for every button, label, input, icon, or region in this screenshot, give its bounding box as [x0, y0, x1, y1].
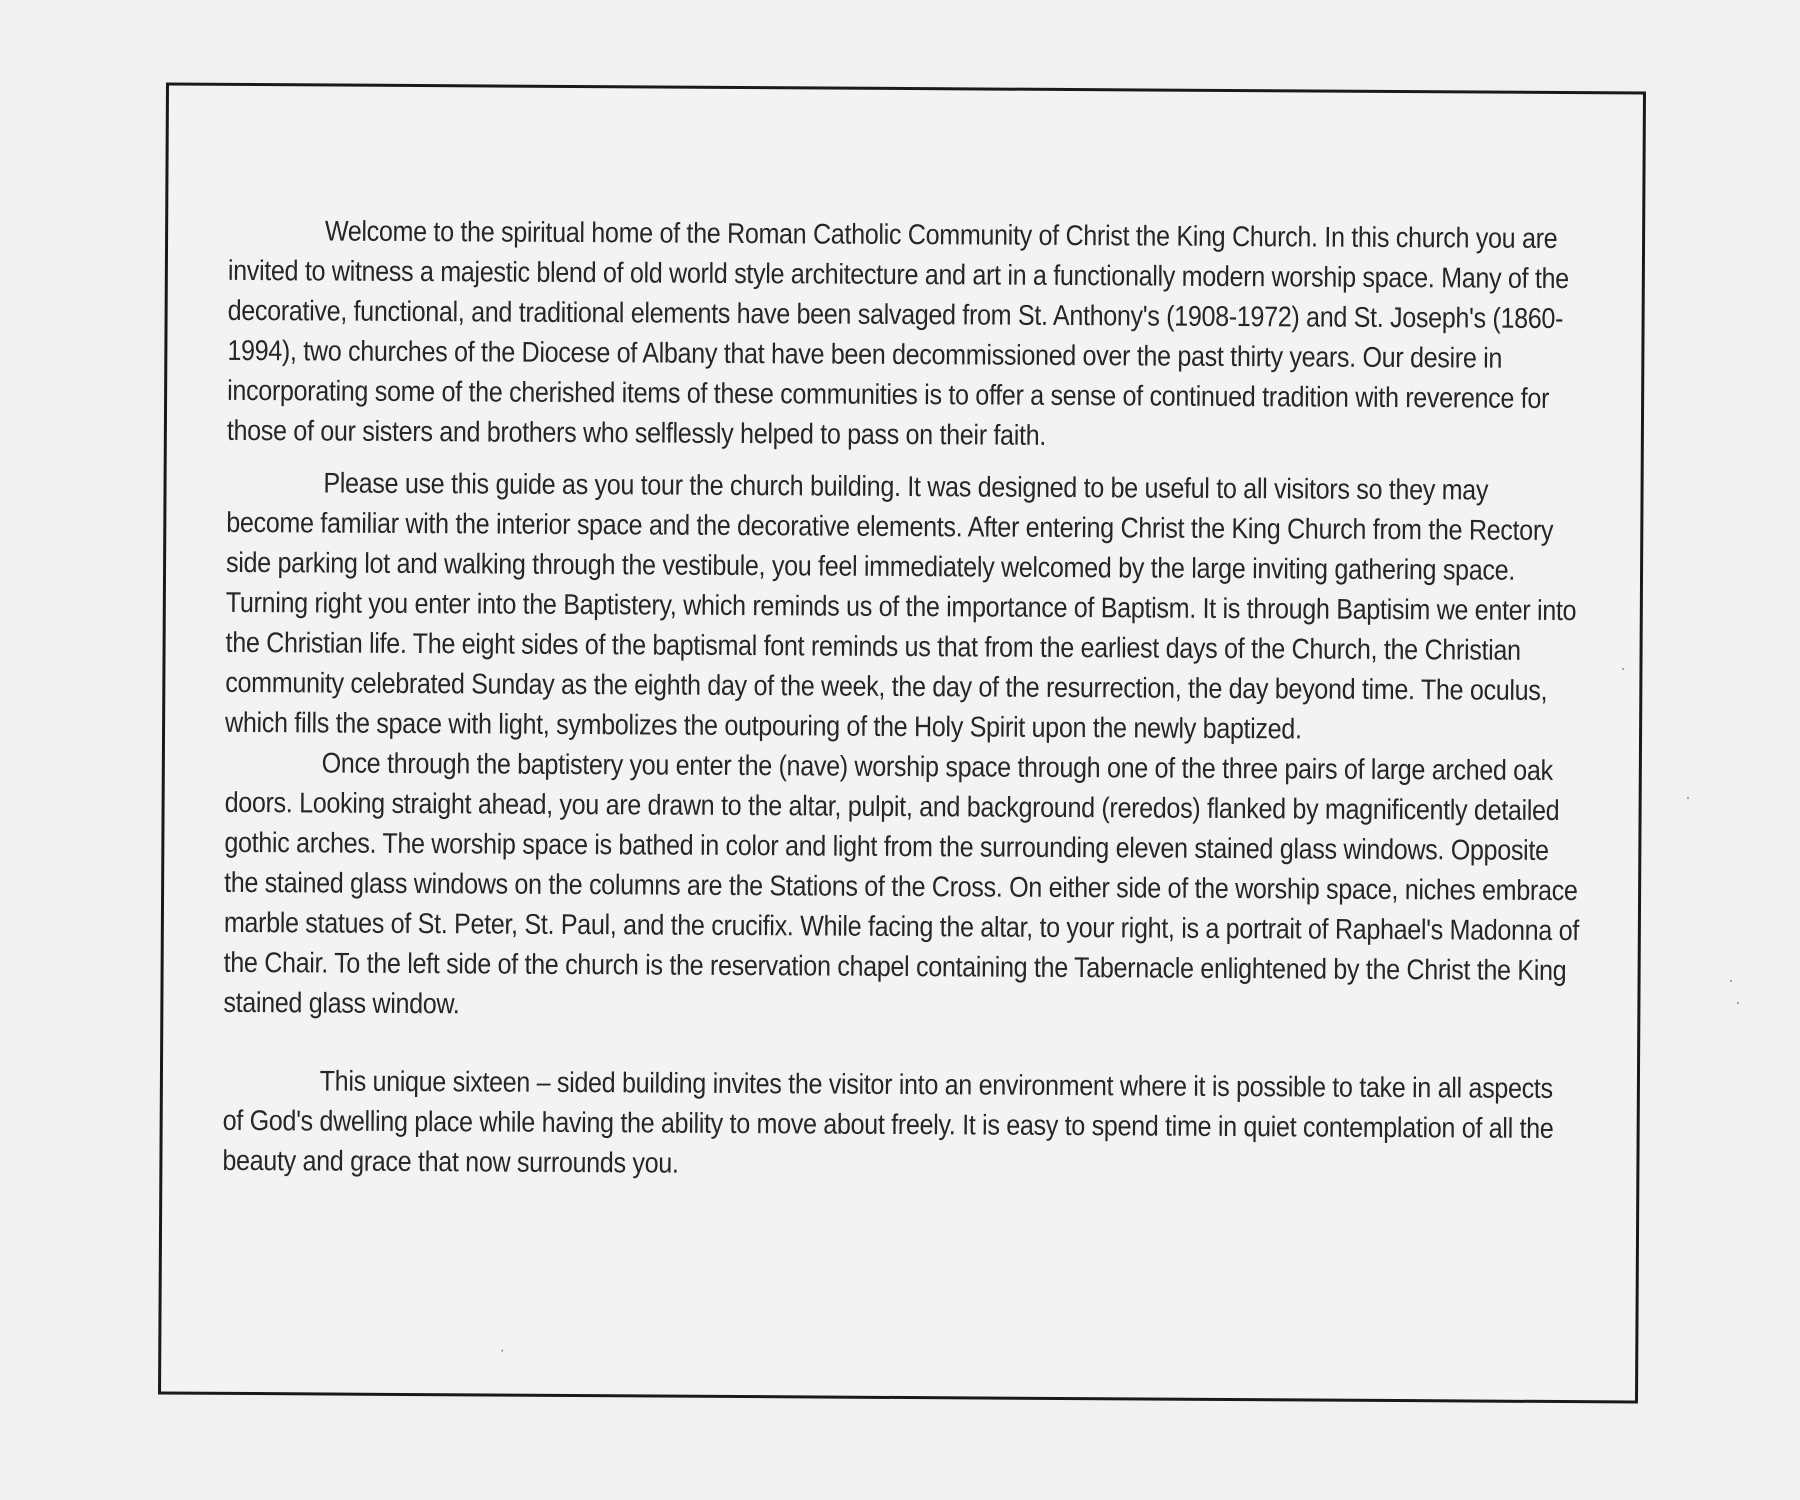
scan-speck	[1687, 797, 1689, 799]
paragraph-building	[222, 1061, 1578, 1189]
scan-speck	[1730, 980, 1732, 982]
document-body	[222, 211, 1583, 1189]
paragraph-nave-text: Once through the baptistery you enter the (nave) worship space through one of the three pairs of large arched oak doors. Looking straight ahead, you are drawn to the altar, pulpit, and background (reredos) flanked by magnificently detailed gothic arches. The worship space is bathed in color and light from the surrounding eleven stained glass windows. Opposite the stained glass windows on the columns are the Stations of the Cross. On either side of the worship space, niches embrace marble statues of St. Peter, St. Paul, and the crucifix. While facing the altar, to your right, is a portrait of Raphael's Madonna of the Chair. To the left side of the church is the reservation chapel containing the Tabernacle enlightened by the Christ the King stained glass window.	[223, 747, 1580, 1021]
paragraph-welcome-text: Welcome to the spiritual home of the Roman Catholic Community of Christ the King Church. In this church you are invited to witness a majestic blend of old world style architecture and art in a functionally modern worship space. Many of the decorative, functional, and traditional elements have been salvaged from St. Anthony's (1908-1972) and St. Joseph's (1860-1994), two churches of the Diocese of Albany that have been decommissioned over the past thirty years. Our desire in incorporating some of the cherished items of these communities is to offer a sense of continued tradition with reverence for those of our sisters and brothers who selflessly helped to pass on their faith.	[226, 215, 1569, 452]
paragraph-nave	[223, 743, 1580, 1031]
scan-speck	[501, 1350, 503, 1352]
scan-speck	[1737, 1002, 1739, 1004]
paragraph-welcome	[227, 211, 1584, 459]
scan-speck	[1622, 668, 1624, 670]
paragraph-guide	[225, 463, 1582, 751]
document-frame	[158, 82, 1646, 1403]
paragraph-guide-text: Please use this guide as you tour the church building. It was designed to be useful to all visitors so they may become familiar with the interior space and the decorative elements. After entering Christ the King Church from the Rectory side parking lot and walking through the vestibule, you feel immediately welcomed by the large inviting gathering space. Turning right you enter into the Baptistery, which reminds us of the importance of Baptism. It is through Baptisim we enter into the Christian life. The eight sides of the baptismal font reminds us that from the earliest days of the Church, the Christian community celebrated Sunday as the eighth day of the week, the day of the resurrection, the day beyond time. The oculus, which fills the space with light, symbolizes the outpouring of the Holy Spirit upon the newly baptized.	[225, 467, 1577, 746]
paragraph-building-text: This unique sixteen – sided building invites the visitor into an environment where it is possible to take in all aspects of God's dwelling place while having the ability to move about freely. It is easy to spend time in quiet contemplation of all the beauty and grace that now surrounds you.	[222, 1065, 1554, 1180]
